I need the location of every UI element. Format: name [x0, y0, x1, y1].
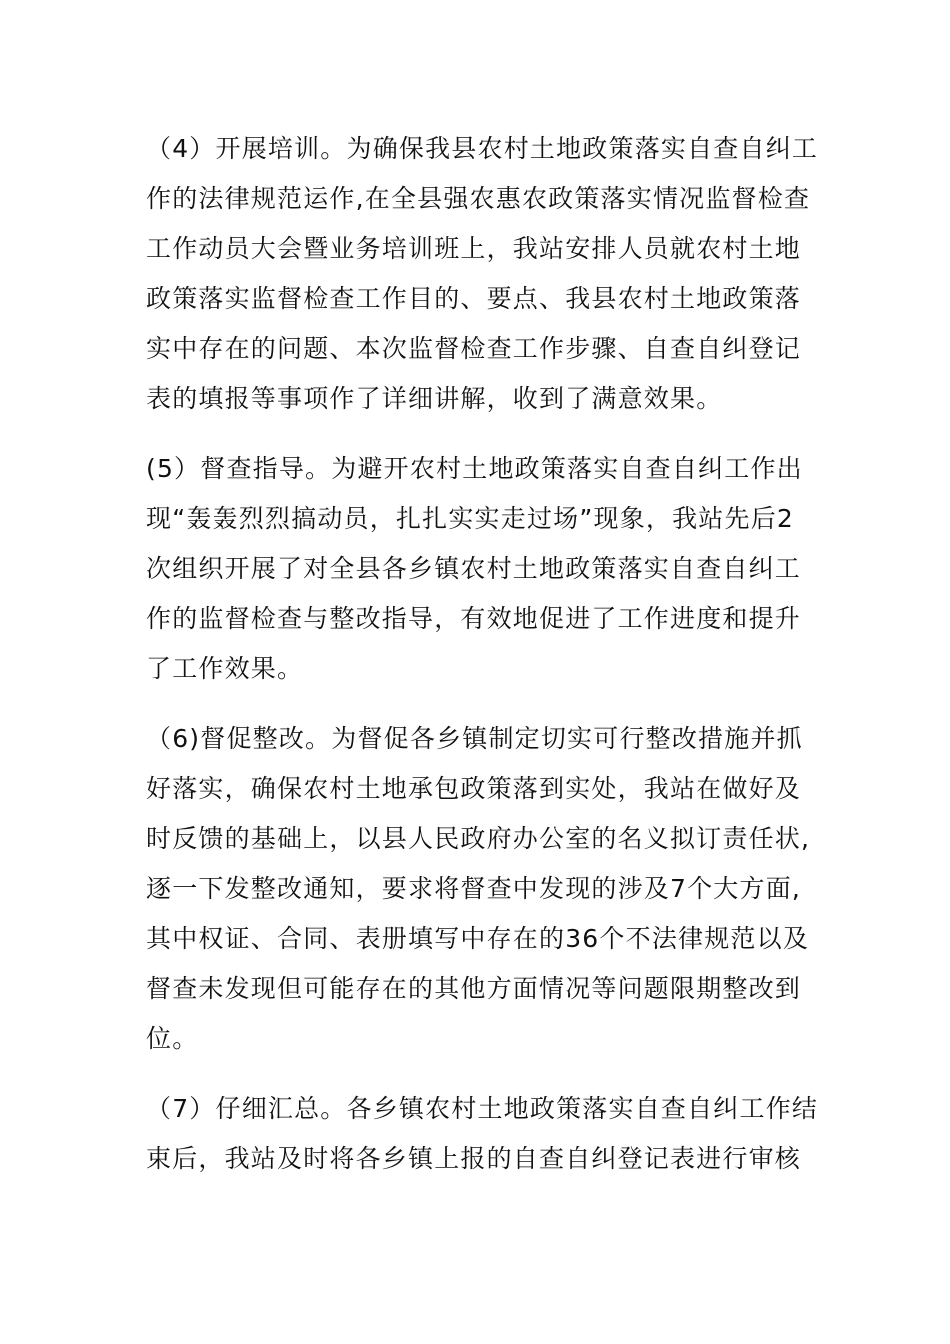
- text-line: 政策落实监督检查工作目的、要点、我县农村土地政策落: [146, 284, 802, 313]
- text-line: 束后，我站及时将各乡镇上报的自查自纠登记表进行审核: [146, 1144, 802, 1173]
- text-line: 作的法律规范运作,在全县强农惠农政策落实情况监督检查: [146, 184, 811, 213]
- text-line: 表的填报等事项作了详细讲解，收到了满意效果。: [146, 384, 723, 413]
- text-line: 督查未发现但可能存在的其他方面情况等问题限期整改到: [146, 974, 802, 1003]
- paragraph-rectification: [146, 714, 811, 1064]
- text-line: （4）开展培训。为确保我县农村土地政策落实自查自纠工: [146, 134, 819, 163]
- paragraph-summary: [146, 1084, 819, 1184]
- text-line: 逐一下发整改通知，要求将督查中发现的涉及7个大方面,: [146, 874, 802, 903]
- text-line: 实中存在的问题、本次监督检查工作步骤、自查自纠登记: [146, 334, 802, 363]
- text-line: (5）督查指导。为避开农村土地政策落实自查自纠工作出: [146, 454, 803, 483]
- paragraph-supervision: [146, 444, 802, 694]
- text-line: 了工作效果。: [146, 654, 304, 683]
- text-line: 好落实，确保农村土地承包政策落到实处，我站在做好及: [146, 774, 802, 803]
- text-line: 工作动员大会暨业务培训班上，我站安排人员就农村土地: [146, 234, 802, 263]
- text-line: （7）仔细汇总。各乡镇农村土地政策落实自查自纠工作结: [146, 1094, 819, 1123]
- text-line: （6)督促整改。为督促各乡镇制定切实可行整改措施并抓: [146, 724, 803, 753]
- text-line: 作的监督检查与整改指导，有效地促进了工作进度和提升: [146, 604, 802, 633]
- text-line: 其中权证、合同、表册填写中存在的36个不法律规范以及: [146, 924, 810, 953]
- text-line: 位。: [146, 1024, 199, 1053]
- document-body: [146, 124, 819, 1184]
- text-line: 次组织开展了对全县各乡镇农村土地政策落实自查自纠工: [146, 554, 802, 583]
- text-line: 时反馈的基础上，以县人民政府办公室的名义拟订责任状,: [146, 824, 811, 853]
- text-line: 现“轰轰烈烈搞动员，扎扎实实走过场”现象，我站先后2: [146, 504, 795, 533]
- paragraph-training: [146, 124, 819, 424]
